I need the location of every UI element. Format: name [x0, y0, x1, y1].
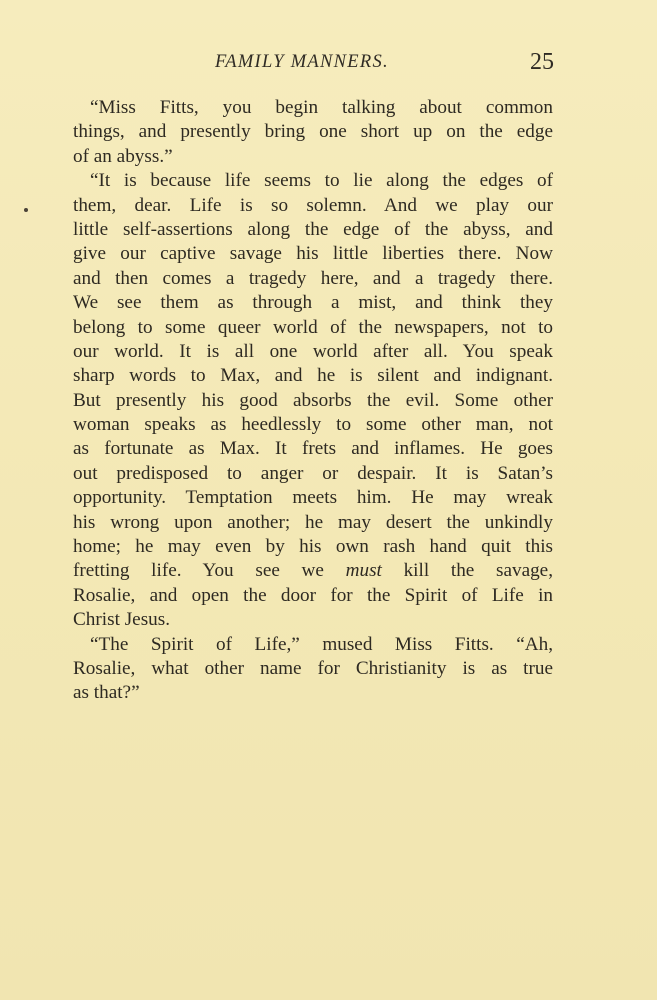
text-line [73, 316, 553, 340]
text-line [73, 194, 553, 218]
page-number: 25 [530, 49, 554, 75]
text-line [73, 437, 553, 461]
text-fragment: Christ Jesus. [73, 609, 171, 631]
text-line [73, 559, 553, 583]
text-fragment: “Miss Fitts, you begin talking about common [90, 97, 553, 118]
text-line [73, 218, 553, 242]
text-line [73, 340, 553, 364]
text-fragment: “It is because life seems to lie along the edges of [90, 170, 553, 192]
text-line [73, 633, 553, 657]
text-fragment: We see them as through a mist, and think they [73, 292, 553, 314]
text-fragment: little self-assertions along the edge of the abyss, and [73, 218, 553, 240]
text-line [73, 681, 553, 705]
running-title: FAMILY MANNERS. [215, 52, 389, 72]
text-fragment: give our captive savage his little liberties there. Now [73, 243, 553, 265]
ink-speck [24, 208, 28, 212]
text-fragment: of an abyss.” [73, 145, 173, 167]
text-fragment: “The Spirit of Life,” mused Miss Fitts. “Ah, [90, 633, 553, 655]
text-fragment: as fortunate as Max. It frets and inflames. He goes [73, 438, 553, 460]
text-line [73, 657, 553, 681]
text-fragment: fretting life. You see we [73, 560, 346, 582]
text-line [73, 413, 553, 437]
text-fragment: as that?” [73, 682, 140, 704]
text-line [73, 486, 553, 510]
text-line [73, 96, 553, 120]
text-fragment: woman speaks as heedlessly to some other man, not [73, 414, 553, 436]
text-line [73, 584, 553, 608]
text-line [73, 364, 553, 388]
text-line [73, 120, 553, 144]
text-fragment: sharp words to Max, and he is silent and indignant. [73, 365, 553, 387]
text-line [73, 462, 553, 486]
text-fragment: kill the savage, [381, 560, 554, 582]
text-fragment: them, dear. Life is so solemn. And we play our [73, 194, 553, 216]
text-line [73, 291, 553, 315]
body-text [73, 96, 553, 706]
text-line [73, 267, 553, 291]
text-line [73, 511, 553, 535]
text-line [73, 242, 553, 266]
text-line [73, 169, 553, 193]
text-line [73, 145, 553, 169]
text-fragment: home; he may even by his own rash hand quit this [73, 536, 553, 558]
text-line [73, 535, 553, 559]
text-fragment: and then comes a tragedy here, and a tragedy there. [73, 267, 553, 289]
text-fragment: belong to some queer world of the newspapers, not to [73, 316, 553, 338]
text-line [73, 389, 553, 413]
text-fragment: Rosalie, what other name for Christianity is as true [73, 657, 553, 679]
text-fragment: But presently his good absorbs the evil. Some other [73, 389, 553, 411]
text-fragment: our world. It is all one world after all. You speak [73, 340, 553, 362]
emphasized-word: must [345, 560, 382, 582]
text-line [73, 608, 553, 632]
text-fragment: opportunity. Temptation meets him. He may wreak [73, 487, 553, 509]
text-fragment: Rosalie, and open the door for the Spirit of Life in [73, 584, 553, 606]
text-fragment: his wrong upon another; he may desert the unkindly [73, 511, 553, 533]
text-fragment: things, and presently bring one short up on the edge [73, 121, 553, 143]
text-fragment: out predisposed to anger or despair. It is Satan’s [73, 462, 553, 484]
running-header [0, 49, 657, 78]
